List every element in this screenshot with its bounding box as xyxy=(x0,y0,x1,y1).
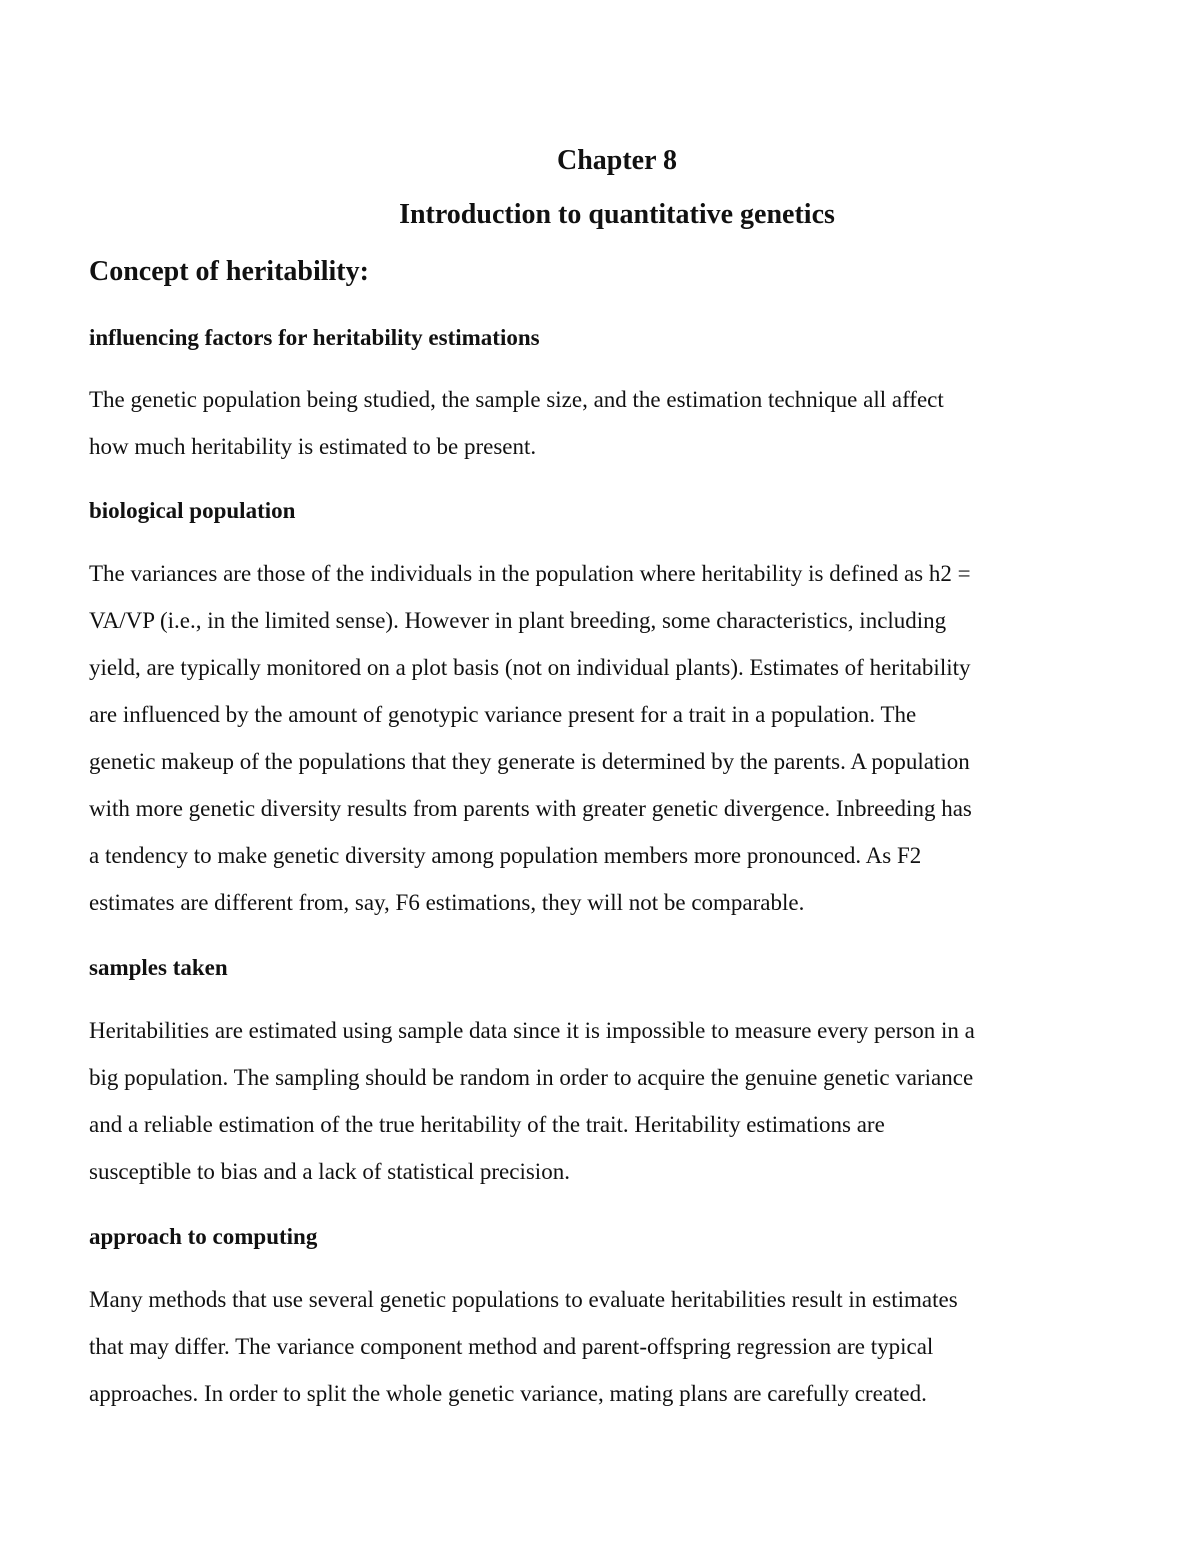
paragraph-line: The genetic population being studied, the sample size, and the estimation technique all affect xyxy=(89,387,944,412)
paragraph-line: yield, are typically monitored on a plot basis (not on individual plants). Estimates of heritability xyxy=(89,655,971,680)
paragraph-approach-to-computing xyxy=(89,1276,1154,1417)
paragraph-line: genetic makeup of the populations that they generate is determined by the parents. A population xyxy=(89,749,970,774)
paragraph-samples-taken xyxy=(89,1007,1154,1195)
paragraph-line: are influenced by the amount of genotypic variance present for a trait in a population. The xyxy=(89,702,917,727)
paragraph-line: estimates are different from, say, F6 estimations, they will not be comparable. xyxy=(89,890,805,915)
paragraph-line: how much heritability is estimated to be present. xyxy=(89,434,537,459)
paragraph-line: Many methods that use several genetic populations to evaluate heritabilities result in estimates xyxy=(89,1287,958,1312)
subheading-biological-population: biological population xyxy=(89,498,296,523)
paragraph-line: VA/VP (i.e., in the limited sense). However in plant breeding, some characteristics, including xyxy=(89,608,947,633)
paragraph-influencing-factors xyxy=(89,376,1154,470)
paragraph-line: a tendency to make genetic diversity among population members more pronounced. As F2 xyxy=(89,843,922,868)
paragraph-line: big population. The sampling should be random in order to acquire the genuine genetic variance xyxy=(89,1065,974,1090)
subheading-approach-to-computing: approach to computing xyxy=(89,1224,318,1249)
paragraph-biological-population xyxy=(89,550,1154,926)
chapter-number: Chapter 8 xyxy=(556,145,678,176)
paragraph-line: that may differ. The variance component method and parent-offspring regression are typical xyxy=(89,1334,934,1359)
paragraph-line: The variances are those of the individuals in the population where heritability is defined as h2 = xyxy=(89,561,971,586)
paragraph-line: and a reliable estimation of the true heritability of the trait. Heritability estimations are xyxy=(89,1112,885,1137)
paragraph-line: approaches. In order to split the whole genetic variance, mating plans are carefully created. xyxy=(89,1381,927,1406)
chapter-title: Introduction to quantitative genetics xyxy=(399,199,835,230)
section-heading: Concept of heritability: xyxy=(89,256,369,287)
subheading-influencing-factors: influencing factors for heritability estimations xyxy=(89,325,540,350)
paragraph-line: susceptible to bias and a lack of statistical precision. xyxy=(89,1159,570,1184)
paragraph-line: Heritabilities are estimated using sample data since it is impossible to measure every person in a xyxy=(89,1018,975,1043)
paragraph-line: with more genetic diversity results from parents with greater genetic divergence. Inbreeding has xyxy=(89,796,972,821)
subheading-samples-taken: samples taken xyxy=(89,955,228,980)
